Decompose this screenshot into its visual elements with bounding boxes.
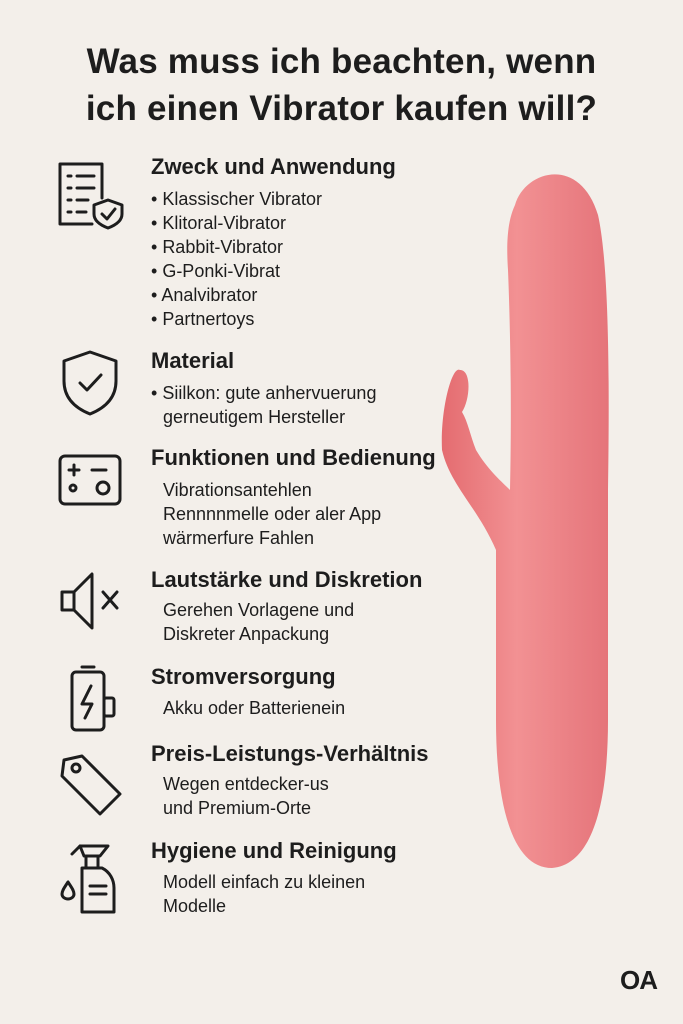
- spray-bottle-icon: [56, 840, 124, 912]
- section-text: [163, 598, 354, 646]
- brand-logo: OA: [620, 965, 657, 995]
- section-heading: Hygiene und Reinigung: [151, 838, 397, 863]
- section-heading: Stromversorgung: [151, 664, 336, 689]
- shield-check-icon: [56, 348, 124, 420]
- text-line: Modell einfach zu kleinen: [163, 872, 366, 892]
- section-power: [0, 660, 470, 736]
- list-item: • G-Ponki-Vibrat: [151, 259, 322, 283]
- text-line: Rennnnmelle oder aler App: [163, 504, 382, 524]
- text-line: Modelle: [163, 896, 227, 916]
- list-item: • Klitoral-Vibrator: [151, 211, 322, 235]
- price-tag-icon: [56, 746, 124, 818]
- section-volume: [0, 564, 470, 650]
- text-line: gerneutigem Hersteller: [163, 407, 346, 427]
- text-line: und Premium-Orte: [163, 798, 312, 818]
- section-material: [0, 344, 470, 434]
- section-heading: Material: [151, 348, 235, 373]
- text-line: Diskreter Anpackung: [163, 624, 330, 644]
- section-text: [163, 870, 365, 918]
- text-line-content: Siilkon: gute anhervuerung: [162, 383, 377, 403]
- control-panel-icon: [56, 446, 124, 518]
- page-title: [0, 38, 683, 132]
- section-heading: Lautstärke und Diskretion: [151, 567, 423, 592]
- text-line: • Siilkon: gute anhervuerung: [151, 383, 377, 403]
- checklist-shield-icon: [56, 156, 124, 228]
- list-item: • Klassischer Vibrator: [151, 187, 322, 211]
- product-illustration: [430, 160, 630, 880]
- section-text: [163, 478, 381, 550]
- text-line: Vibrationsantehlen: [163, 480, 312, 500]
- text-line: Akku oder Batterienein: [163, 698, 346, 718]
- product-body: [442, 174, 609, 868]
- section-functions: [0, 442, 470, 552]
- section-list: [151, 187, 322, 331]
- section-text: [163, 696, 345, 720]
- speaker-mute-icon: [56, 566, 124, 638]
- list-item: • Partnertoys: [151, 307, 322, 331]
- section-hygiene: [0, 836, 470, 936]
- section-purpose: [0, 150, 470, 340]
- section-heading: Funktionen und Bedienung: [151, 445, 436, 470]
- list-item: • Analvibrator: [151, 283, 322, 307]
- section-heading: Zweck und Anwendung: [151, 154, 396, 179]
- list-item: • Rabbit-Vibrator: [151, 235, 322, 259]
- text-line: Gerehen Vorlagene und: [163, 600, 355, 620]
- title-line-1: Was muss ich beachten, wenn: [86, 42, 597, 81]
- section-text: [163, 772, 329, 820]
- battery-charging-icon: [56, 664, 124, 736]
- text-line: wärmerfure Fahlen: [163, 528, 315, 548]
- section-price: [0, 738, 470, 828]
- section-heading: Preis-Leistungs-Verhältnis: [151, 741, 429, 766]
- text-line: Wegen entdecker-us: [163, 774, 329, 794]
- title-line-2: ich einen Vibrator kaufen will?: [85, 89, 598, 128]
- section-text: [151, 381, 376, 429]
